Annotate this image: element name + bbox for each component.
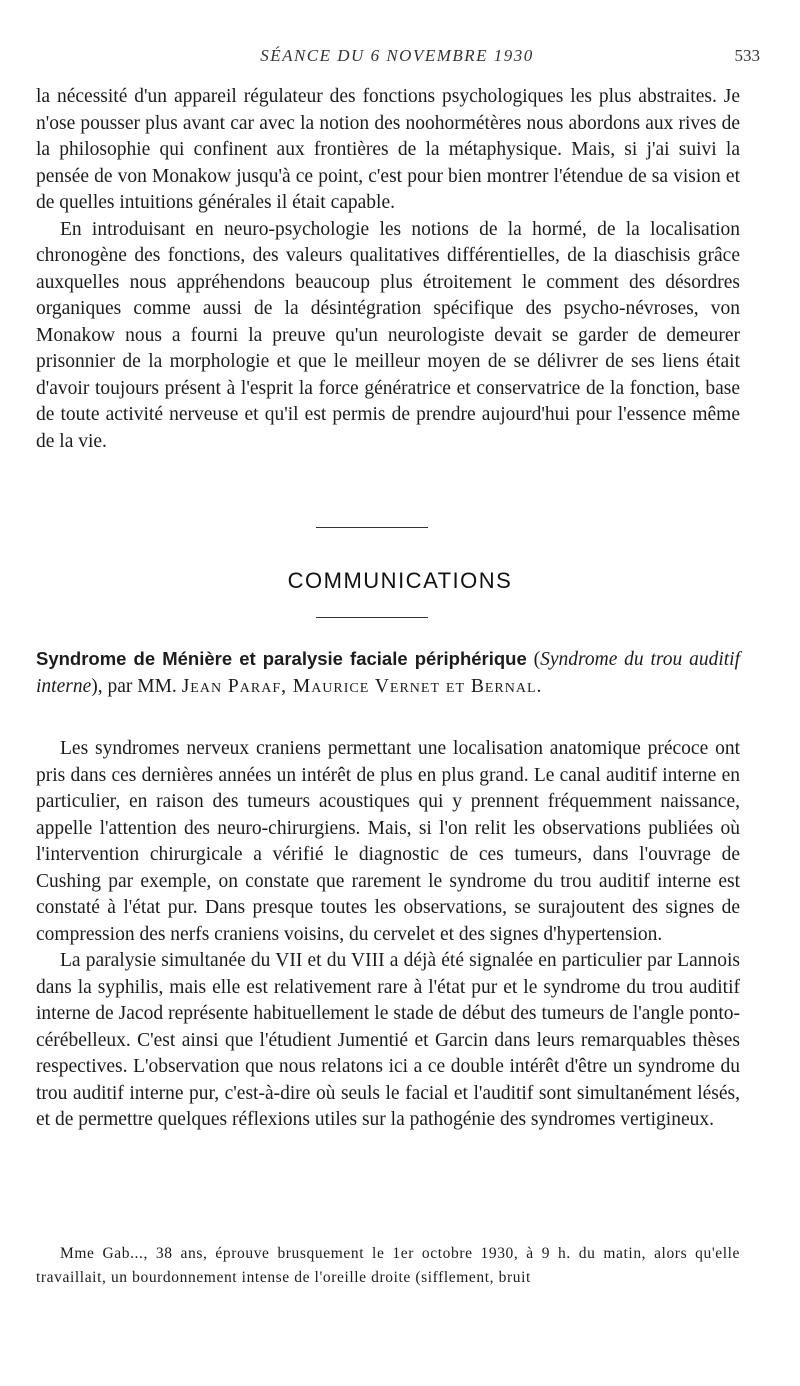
- page-number: 533: [734, 46, 760, 65]
- paragraph: En introduisant en neuro-psychologie les notions de la hormé, de la localisation chronogène des fonctions, des valeurs qualitatives différentielles, de la diaschisis grâce auxquelles nous appréhendons beaucoup plus étroitement le comment des désordres organiques comme aussi de la désintégration spécifique des psycho-névroses, von Monakow nous a fourni la preuve qu'un neurologiste devait se garder de demeurer prisonnier de la morphologie et que le meilleur moyen de se délivrer de ses liens était d'avoir toujours présent à l'esprit la force génératrice et conservatrice de la fonction, base de toute activité nerveuse et qu'il est permis de prendre aujourd'hui pour l'essence même de la vie.: [36, 218, 740, 452]
- article-header: [36, 646, 740, 700]
- running-head: [34, 46, 760, 70]
- subtitle-close-paren: ),: [91, 675, 103, 697]
- paragraph: la nécessité d'un appareil régulateur des fonctions psychologiques les plus abstraites. Je n'ose pousser plus avant car avec la notion des noohormétères nous abordons aux rives de la philosophie qui confinent aux frontières de la métaphysique. Mais, si j'ai suivi la pensée de von Monakow jusqu'à ce point, c'est pour bien montrer l'étendue de sa vision et de quelles intuitions générales il était capable.: [36, 86, 740, 213]
- observation-text: [36, 1242, 740, 1290]
- subtitle-open-paren: (: [533, 649, 541, 670]
- article-body: [36, 736, 740, 1134]
- section-heading: COMMUNICATIONS: [287, 568, 513, 593]
- paragraph: La paralysie simultanée du VII et du VIII a déjà été signalée en particulier par Lannois dans la syphilis, mais elle est relativement rare à l'état pur et le syndrome du trou auditif interne de Jacod représente habituellement le stade de début des tumeurs de l'angle ponto-cérébelleux. C'est ainsi que l'étudient Jumentié et Garcin dans leurs remarquables thèses respectives. L'observation que nous relatons ici a ce double intérêt d'être un syndrome du trou auditif interne pur, c'est-à-dire où seuls le facial et l'auditif sont simultanément lésés, et de permettre quelques réflexions utiles sur la pathogénie des syndromes vertigineux.: [36, 950, 740, 1130]
- intro-text: [36, 84, 740, 455]
- article-authors: Jean Paraf, Maurice Vernet et Bernal.: [181, 675, 543, 697]
- running-head-title: SÉANCE DU 6 NOVEMBRE 1930: [260, 46, 534, 65]
- separator-rule: [316, 617, 428, 618]
- byline-prefix: par MM.: [107, 675, 177, 697]
- paragraph: Les syndromes nerveux craniens permettant une localisation anatomique précoce ont pris dans ces dernières années un intérêt de plus en plus grand. Le canal auditif interne en particulier, en raison des tumeurs acoustiques qui y prennent fréquemment naissance, appelle l'attention des neuro-chirurgiens. Mais, si l'on relit les observations publiées où l'intervention chirurgicale a vérifié le diagnostic de ces tumeurs, dans l'ouvrage de Cushing par exemple, on constate que rarement le syndrome du trou auditif interne est constaté à l'état pur. Dans presque toutes les observations, se surajoutent des signes de compression des nerfs craniens voisins, du cervelet et des signes d'hypertension.: [36, 738, 740, 945]
- separator-rule: [316, 527, 428, 528]
- article-title: Syndrome de Ménière et paralysie faciale périphérique: [36, 648, 527, 669]
- paragraph: Mme Gab..., 38 ans, éprouve brusquement le 1er octobre 1930, à 9 h. du matin, alors qu'elle travaillait, un bourdonnement intense de l'oreille droite (sifflement, bruit: [36, 1245, 740, 1286]
- article-subtitle: Syndrome du trou auditif interne: [36, 649, 740, 697]
